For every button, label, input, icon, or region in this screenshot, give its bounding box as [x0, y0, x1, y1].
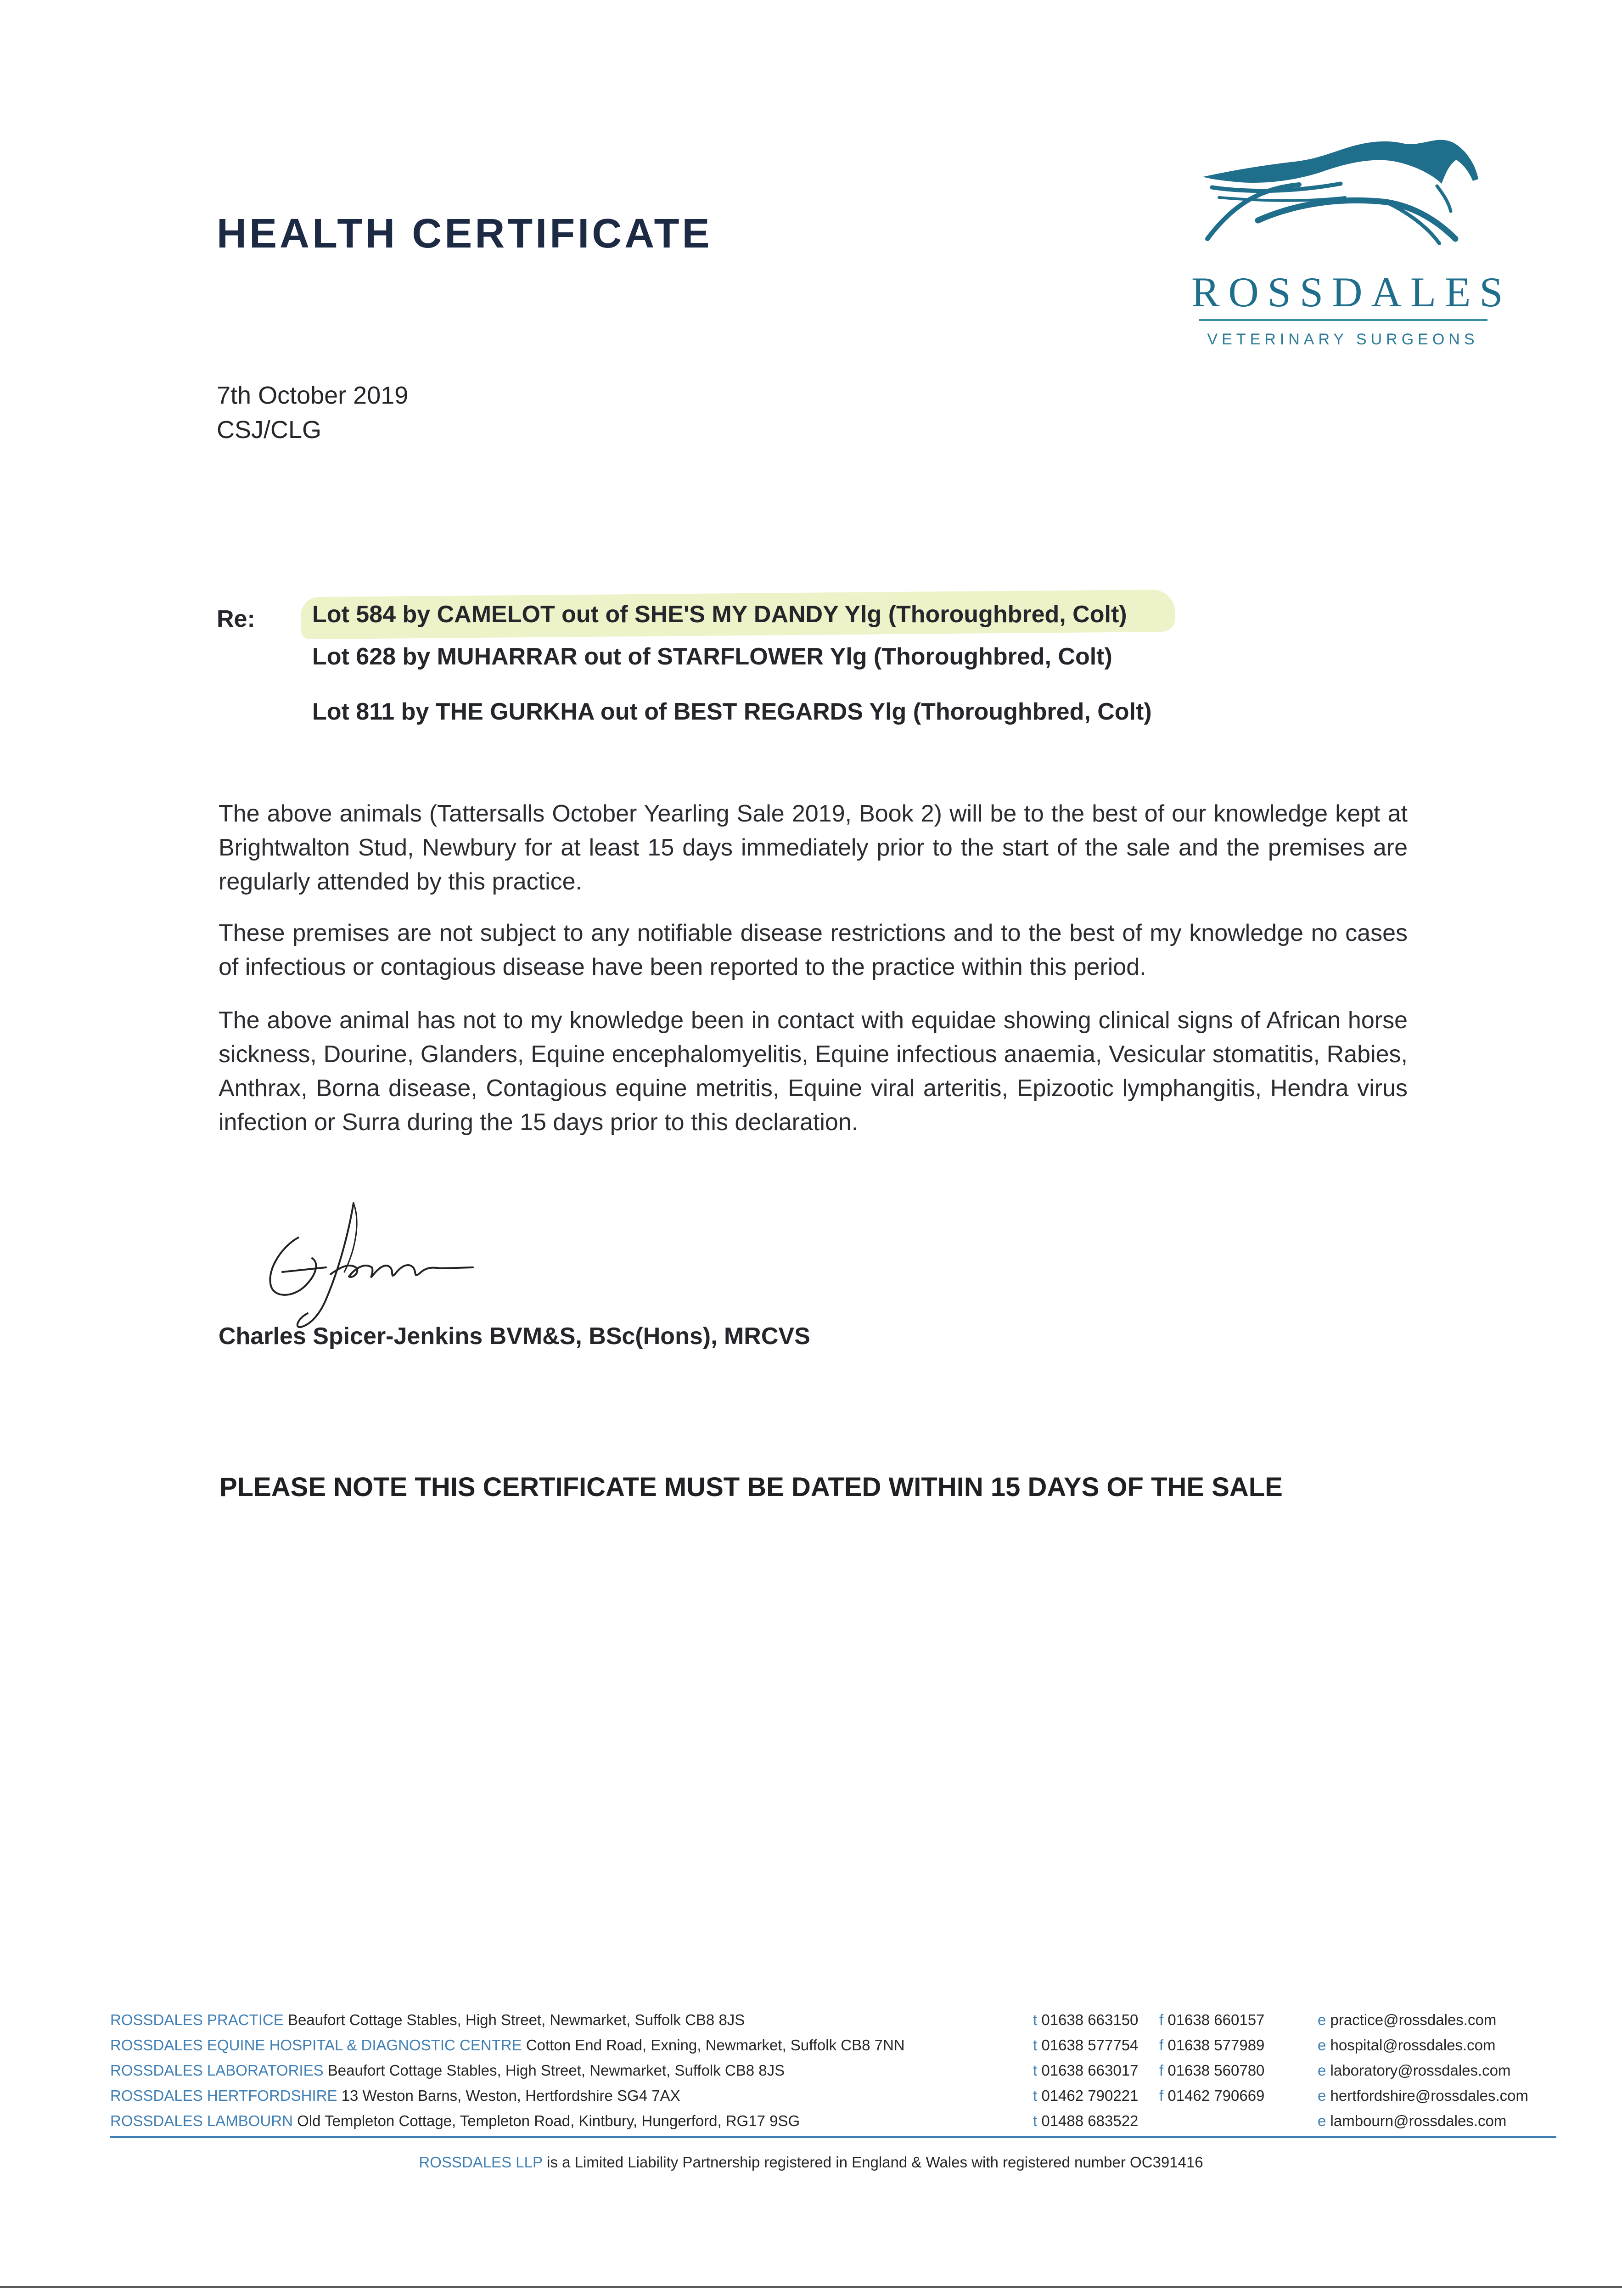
signatory-name: Charles Spicer-Jenkins BVM&S, BSc(Hons), MRCVS — [219, 1323, 810, 1350]
tel-label: t — [1033, 2037, 1038, 2054]
office-fax: 01462 790669 — [1167, 2087, 1265, 2104]
fax-label: f — [1159, 2087, 1164, 2104]
office-email: lambourn@rossdales.com — [1330, 2112, 1507, 2129]
email-label: e — [1318, 2011, 1326, 2028]
office-address: Cotton End Road, Exning, Newmarket, Suffolk CB8 7NN — [526, 2037, 905, 2054]
date-notice: PLEASE NOTE THIS CERTIFICATE MUST BE DATED WITHIN 15 DAYS OF THE SALE — [219, 1472, 1283, 1502]
office-address: Beaufort Cottage Stables, High Street, Newmarket, Suffolk CB8 8JS — [327, 2062, 785, 2079]
office-email: practice@rossdales.com — [1330, 2011, 1497, 2028]
legal-notice — [0, 2154, 1622, 2171]
office-phone: 01638 663017 — [1041, 2062, 1139, 2079]
office-name: ROSSDALES HERTFORDSHIRE — [110, 2087, 337, 2104]
email-label: e — [1318, 2062, 1326, 2079]
lot-line: Lot 628 by MUHARRAR out of STARFLOWER Ylg (Thoroughbred, Colt) — [312, 643, 1112, 670]
tel-label: t — [1033, 2011, 1038, 2028]
brand-divider — [1199, 319, 1487, 321]
footer-divider — [110, 2136, 1556, 2138]
office-address: 13 Weston Barns, Weston, Hertfordshire SG4 7AX — [341, 2087, 680, 2104]
body-paragraph: The above animal has not to my knowledge been in contact with equidae showing clinical signs of African horse sickness, Dourine, Glanders, Equine encephalomyelitis, Equine infectious anaemia, Vesicular stomatitis, Rabies, Anthrax, Borna disease, Contagious equine metritis, Equine viral arteritis, Epizootic lymphangitis, Hendra virus infection or Surra during the 15 days prior to this declaration. — [219, 1007, 1408, 1136]
office-phone: 01488 683522 — [1041, 2112, 1139, 2129]
scan-edge-line — [0, 2286, 1622, 2288]
brand-subtitle: VETERINARY SURGEONS — [1207, 331, 1479, 348]
office-address: Beaufort Cottage Stables, High Street, Newmarket, Suffolk CB8 8JS — [287, 2011, 745, 2028]
email-label: e — [1318, 2112, 1326, 2129]
signature-icon — [257, 1194, 496, 1332]
legal-entity-name: ROSSDALES LLP — [419, 2154, 543, 2171]
footer-office-row — [110, 2087, 1556, 2113]
office-fax: 01638 660157 — [1167, 2011, 1265, 2028]
office-name: ROSSDALES EQUINE HOSPITAL & DIAGNOSTIC CENTRE — [110, 2037, 522, 2054]
office-email: hertfordshire@rossdales.com — [1330, 2087, 1529, 2104]
office-fax: 01638 560780 — [1167, 2062, 1265, 2079]
letter-date: 7th October 2019 — [217, 382, 409, 409]
email-label: e — [1318, 2037, 1326, 2054]
lot-line: Lot 811 by THE GURKHA out of BEST REGARDS Ylg (Thoroughbred, Colt) — [312, 698, 1152, 725]
office-phone: 01638 663150 — [1041, 2011, 1139, 2028]
tel-label: t — [1033, 2062, 1038, 2079]
tel-label: t — [1033, 2112, 1038, 2129]
office-name: ROSSDALES PRACTICE — [110, 2011, 284, 2028]
footer-office-row — [110, 2037, 1556, 2062]
tel-label: t — [1033, 2087, 1038, 2104]
office-phone: 01638 577754 — [1041, 2037, 1139, 2054]
office-name: ROSSDALES LABORATORIES — [110, 2062, 324, 2079]
brand-name: ROSSDALES — [1191, 269, 1512, 315]
legal-text: is a Limited Liability Partnership registered in England & Wales with registered number OC391416 — [547, 2154, 1203, 2171]
office-fax: 01638 577989 — [1167, 2037, 1265, 2054]
email-label: e — [1318, 2087, 1326, 2104]
re-label: Re: — [217, 606, 255, 632]
fax-label: f — [1159, 2011, 1164, 2028]
fax-label: f — [1159, 2037, 1164, 2054]
footer-office-row — [110, 2112, 1556, 2138]
office-email: laboratory@rossdales.com — [1330, 2062, 1511, 2079]
office-phone: 01462 790221 — [1041, 2087, 1139, 2104]
letter-reference: CSJ/CLG — [217, 416, 322, 444]
footer-office-row — [110, 2011, 1556, 2037]
body-paragraph: The above animals (Tattersalls October Yearling Sale 2019, Book 2) will be to the best of our knowledge kept at Brightwalton Stud, Newbury for at least 15 days immediately prior to the start of the sale and the premises are regularly attended by this practice. — [219, 800, 1408, 895]
office-address: Old Templeton Cottage, Templeton Road, Kintbury, Hungerford, RG17 9SG — [297, 2112, 800, 2129]
body-paragraph: These premises are not subject to any notifiable disease restrictions and to the best of my knowledge no cases of infectious or contagious disease have been reported to the practice within this period. — [219, 920, 1408, 980]
fax-label: f — [1159, 2062, 1164, 2079]
footer-office-row — [110, 2062, 1556, 2088]
document-title: HEALTH CERTIFICATE — [217, 211, 713, 257]
lot-line: Lot 584 by CAMELOT out of SHE'S MY DANDY Ylg (Thoroughbred, Colt) — [312, 601, 1127, 628]
office-name: ROSSDALES LAMBOURN — [110, 2112, 293, 2129]
office-email: hospital@rossdales.com — [1330, 2037, 1496, 2054]
